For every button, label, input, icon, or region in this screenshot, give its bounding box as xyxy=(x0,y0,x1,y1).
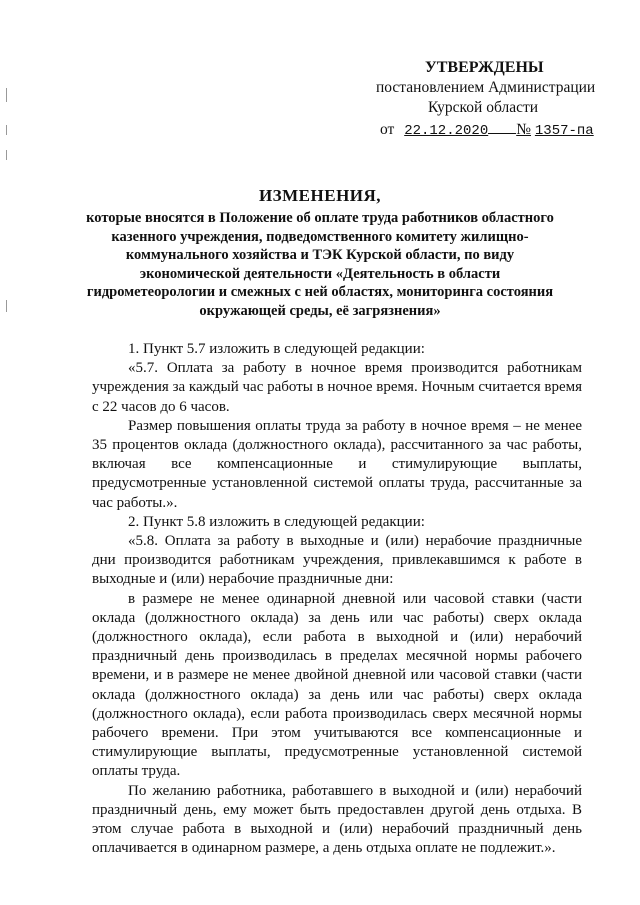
paragraph-item-1: 1. Пункт 5.7 изложить в следующей редакции: xyxy=(128,341,425,357)
document-heading xyxy=(80,186,560,320)
paragraph-5-8: «5.8. Оплата за работу в выходные и (или) нерабочие праздничные дни производится работникам учреждения, привлекавшимся к работе в выходные и (или) нерабочие праздничные дни: xyxy=(92,533,582,588)
number-prefix: № xyxy=(516,121,532,138)
paragraph-night-rate: Размер повышения оплаты труда за работу в ночное время – не менее 35 процентов оклада (должностного оклада), рассчитанного за час работы, включая все компенсационные и стимулирующие выплаты, предусмотренные установленной системой оплаты труда, рассчитанные за час работы.». xyxy=(92,417,582,511)
approval-line-1: постановлением Администрации xyxy=(376,79,596,96)
paragraph-5-7: «5.7. Оплата за работу в ночное время производится работникам учреждения за каждый час работы в ночное время. Ночным считается время с 22 часов до 6 часов. xyxy=(92,360,582,415)
scan-mark xyxy=(6,88,7,102)
approval-line-2: Курской области xyxy=(428,99,539,116)
approval-title: УТВЕРЖДЕНЫ xyxy=(425,59,544,76)
approval-date: 22.12.2020 xyxy=(404,123,489,139)
heading-title: ИЗМЕНЕНИЯ, xyxy=(258,186,382,205)
approval-number: 1357-па xyxy=(534,123,594,139)
scan-mark xyxy=(6,125,7,135)
scan-mark xyxy=(6,300,7,312)
approval-block xyxy=(370,58,620,141)
paragraph-day-off: По желанию работника, работавшего в выходной и (или) нерабочий праздничный день, ему может быть предоставлен другой день отдыха. В этом случае работа в выходной и (или) нерабочий праздничный день оплачивается в одинарном размере, а день отдыха оплате не подлежит.». xyxy=(92,782,582,857)
approval-date-line xyxy=(380,120,620,141)
paragraph-holiday-rate: в размере не менее одинарной дневной или часовой ставки (части оклада (должностного оклада) за день или час работы) сверх оклада (должностного оклада), если работа в выходной и (или) нерабочий праздничный день производилась в пределах месячной нормы рабочего времени, и в размере не менее двойной дневной или часовой ставки (части оклада (должностного оклада) за день или час работы) сверх оклада (должностного оклада), если работа производилась сверх месячной нормы рабочего времени. При этом учитываются все компенсационные и стимулирующие выплаты, предусмотренные установленной системой оплаты труда. xyxy=(92,590,582,780)
document-body xyxy=(92,340,582,858)
paragraph-item-2: 2. Пункт 5.8 изложить в следующей редакции: xyxy=(128,513,425,530)
date-prefix: от xyxy=(380,121,395,138)
date-underline xyxy=(488,132,516,134)
scan-mark xyxy=(6,150,7,160)
heading-subtitle: которые вносятся в Положение об оплате труда работников областного казенного учреждения, подведомственного комитету жилищно-коммунального хозяйства и ТЭК Курской области, по виду экономической деятельности «Деятельность в области гидрометеорологии и смежных с ней областях, мониторинга состояния окружающей среды, её загрязнения» xyxy=(86,210,554,319)
